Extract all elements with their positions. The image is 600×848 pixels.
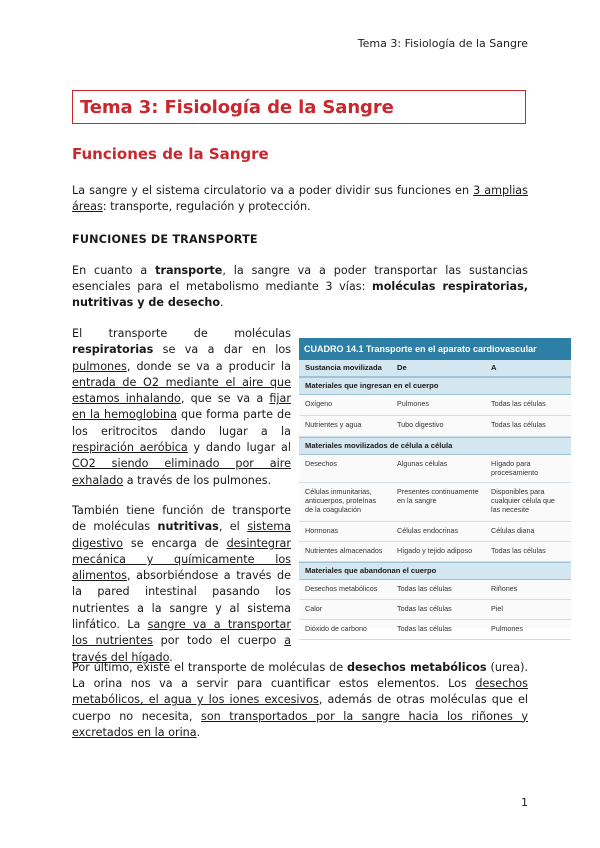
- table-cell: Todas las células: [491, 546, 546, 555]
- title-box: [72, 90, 526, 124]
- waste-paragraph: Por último, existe el transporte de moléculas de desechos metabólicos (urea). La orina nos va a servir para cuantificar estos elementos. Los desechos metabólicos, el agua y los iones excesivos, además de otras moléculas que el cuerpo no necesita, son transportados por la sangre hacia los riñones y excretados en la orina.: [72, 661, 528, 739]
- table-header-row: [299, 360, 571, 377]
- table-cell: Pulmones: [397, 399, 429, 408]
- table-row: [299, 416, 571, 437]
- table-cell: Tubo digestivo: [397, 420, 444, 429]
- table-header-cell: A: [491, 363, 497, 372]
- table-title: CUADRO 14.1 Transporte en el aparato cardiovascular: [299, 338, 571, 360]
- nutritive-paragraph: También tiene función de transporte de moléculas nutritivas, el sistema digestivo se encarga de desintegrar mecánica y químicamente los alimentos, absorbiéndose a través de la pared intestinal pasando los nutrientes a la sangre y al sistema linfático. La sangre va a transportar los nutrientes por todo el cuerpo a través del hígado.: [72, 504, 292, 664]
- table-row: [299, 455, 571, 483]
- table-cell: Piel: [491, 604, 503, 613]
- table-cell: Desechos metabólicos: [305, 584, 378, 593]
- table-cell: Células diana: [491, 526, 535, 535]
- intro-paragraph: La sangre y el sistema circulatorio va a poder dividir sus funciones en 3 amplias áreas: transporte, regulación y protección.: [72, 184, 528, 214]
- table-cell: Algunas células: [397, 459, 448, 468]
- running-header: Tema 3: Fisiología de la Sangre: [357, 37, 528, 50]
- table-cell: Células inmunitarias, anticuerpos, proteínas de la coagulación: [305, 487, 377, 514]
- table-section-label: Materiales que abandonan el cuerpo: [299, 562, 571, 580]
- table-cell: Todas las células: [491, 420, 546, 429]
- table-header-cell: Sustancia movilizada: [305, 363, 382, 372]
- table-section-label: Materiales movilizados de célula a célula: [299, 437, 571, 455]
- table-cell: Presentes continuamente en la sangre: [397, 487, 479, 505]
- table-cell: Oxígeno: [305, 399, 333, 408]
- transport-subheading: FUNCIONES DE TRANSPORTE: [72, 233, 258, 246]
- table-cell: Células endocrinas: [397, 526, 459, 535]
- table-cell: Nutrientes almacenados: [305, 546, 383, 555]
- table-cell: Todas las células: [491, 399, 546, 408]
- table-row: [299, 620, 571, 640]
- table-cell: Disponibles para cualquier célula que las necesite: [491, 487, 555, 514]
- table-cell: Desechos: [305, 459, 337, 468]
- page-title: Tema 3: Fisiología de la Sangre: [80, 97, 394, 118]
- transport-table: [299, 338, 571, 633]
- respiratory-paragraph: El transporte de moléculas respiratorias se va a dar en los pulmones, donde se va a producir la entrada de O2 mediante el aire que estamos inhalando, que se va a fijar en la hemoglobina que forma parte de los eritrocitos dando lugar a la respiración aeróbica y dando lugar al CO2 siendo eliminado por aire exhalado a través de los pulmones.: [72, 327, 291, 487]
- table-cell: Hormonas: [305, 526, 339, 535]
- transport-paragraph: En cuanto a transporte, la sangre va a poder transportar las sustancias esenciales para el metabolismo mediante 3 vías: moléculas respiratorias, nutritivas y de desecho.: [72, 264, 528, 310]
- table-cell: Todas las células: [397, 624, 452, 633]
- table-cell: Nutrientes y agua: [305, 420, 362, 429]
- table-cell: Todas las células: [397, 584, 452, 593]
- table-row: [299, 580, 571, 600]
- table-cell: Pulmones: [491, 624, 523, 633]
- table-row: [299, 395, 571, 416]
- table-row: [299, 483, 571, 522]
- table-cell: Hígado para procesamiento: [491, 459, 539, 477]
- table-header-cell: De: [397, 363, 407, 372]
- table-cell: Riñones: [491, 584, 518, 593]
- section-title: Funciones de la Sangre: [72, 145, 269, 163]
- table-cell: Hígado y tejido adiposo: [397, 546, 473, 555]
- table-cell: Todas las células: [397, 604, 452, 613]
- page-number: 1: [521, 796, 528, 809]
- table-section-label: Materiales que ingresan en el cuerpo: [299, 377, 571, 395]
- table-row: [299, 600, 571, 620]
- table-row: [299, 522, 571, 542]
- table-cell: Calor: [305, 604, 323, 613]
- table-cell: Dióxido de carbono: [305, 624, 367, 633]
- table-row: [299, 542, 571, 562]
